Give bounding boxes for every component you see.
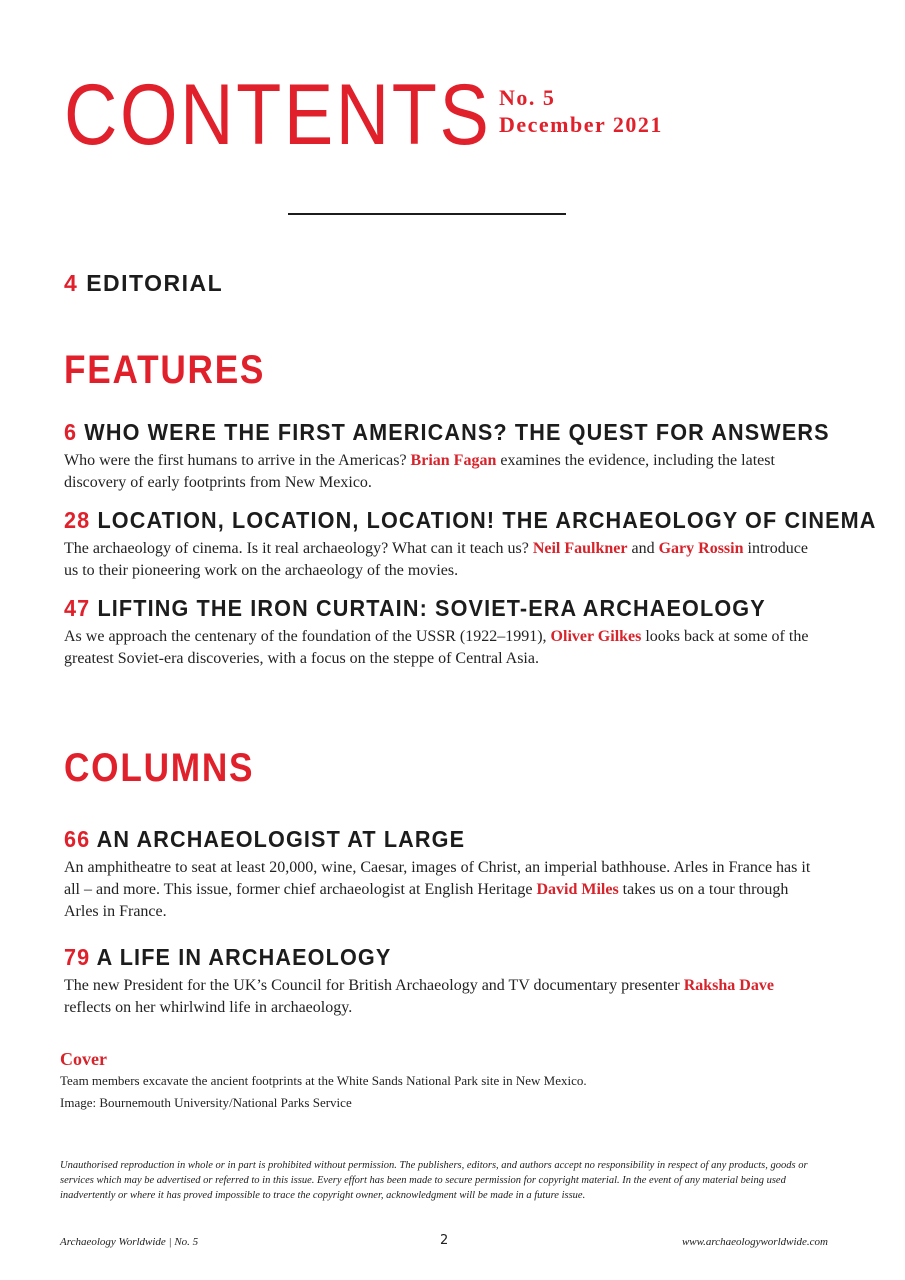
entry-title: LOCATION, LOCATION, LOCATION! THE ARCHAEOLOGY OF CINEMA [97, 507, 877, 533]
author-name: Oliver Gilkes [550, 628, 642, 645]
desc-text: and [627, 540, 659, 557]
feature-entry[interactable] [64, 418, 830, 494]
feature-entry[interactable] [64, 594, 824, 670]
entry-heading [64, 943, 778, 971]
desc-text: examines the evidence, including the latest discovery of early footprints from New Mexico. [64, 452, 775, 491]
column-entry[interactable] [64, 825, 824, 923]
issue-date: December 2021 [499, 112, 663, 137]
desc-text: An amphitheatre to seat at least 20,000, wine, Caesar, images of Christ, an imperial bathhouse. Arles in France has it all – and more. This issue, former chief archaeologist at English Heritage [64, 859, 811, 898]
desc-text: The archaeology of cinema. Is it real archaeology? What can it teach us? [64, 540, 533, 557]
section-heading-features: FEATURES [64, 348, 266, 392]
entry-title: WHO WERE THE FIRST AMERICANS? THE QUEST FOR ANSWERS [84, 419, 830, 445]
copyright-disclaimer: Unauthorised reproduction in whole or in part is prohibited without permission. The publishers, editors, and authors accept no responsibility in respect of any products, goods or services which may be advertised or referred to in this issue. Every effort has been made to secure permission for copyright material. In the event of any material being used inadvertently or where it has proved impossible to trace the copyright owner, acknowledgment will be made in a future issue. [60, 1160, 808, 1201]
entry-heading [64, 506, 877, 534]
feature-entry[interactable] [64, 506, 877, 582]
page-number: 79 [64, 944, 91, 970]
entry-heading [64, 594, 778, 622]
page-number: 4 [64, 270, 79, 296]
entry-title: A LIFE IN ARCHAEOLOGY [96, 944, 392, 970]
section-heading-columns: COLUMNS [64, 746, 255, 790]
footer-website[interactable]: www.archaeologyworldwide.com [681, 1236, 828, 1248]
desc-text: As we approach the centenary of the foundation of the USSR (1922–1991), [64, 628, 551, 645]
desc-text: looks back at some of the greatest Soviet-era discoveries, with a focus on the steppe of Central Asia. [64, 628, 809, 667]
entry-title: LIFTING THE IRON CURTAIN: SOVIET-ERA ARCHAEOLOGY [97, 595, 766, 621]
issue-number: No. 5 [499, 85, 556, 110]
desc-text: reflects on her whirlwind life in archaeology. [64, 999, 353, 1016]
entry-description [64, 538, 824, 582]
entry-description [64, 450, 824, 494]
entry-title: EDITORIAL [86, 270, 224, 296]
footer-page-number: 2 [440, 1233, 449, 1248]
entry-description [64, 857, 824, 923]
cover-title: Cover [60, 1049, 107, 1069]
author-name: Gary Rossin [658, 540, 744, 557]
page-number: 28 [64, 507, 91, 533]
entry-description [64, 975, 824, 1019]
page-number: 66 [64, 826, 91, 852]
page-number: 47 [64, 595, 91, 621]
footer-publication: Archaeology Worldwide | No. 5 [60, 1236, 199, 1248]
cover-caption: Team members excavate the ancient footprints at the White Sands National Park site in New Mexico. [60, 1073, 587, 1088]
author-name: Raksha Dave [683, 977, 774, 994]
entry-description [64, 626, 824, 670]
column-entry[interactable] [64, 943, 824, 1019]
cover-info [60, 1048, 840, 1114]
title-divider [288, 213, 566, 215]
desc-text: Who were the first humans to arrive in the Americas? [64, 452, 411, 469]
cover-credit: Image: Bournemouth University/National Parks Service [60, 1095, 352, 1110]
entry-heading [64, 825, 778, 853]
author-name: David Miles [536, 881, 619, 898]
issue-info [499, 84, 663, 138]
author-name: Brian Fagan [410, 452, 497, 469]
page-number: 6 [64, 419, 78, 445]
author-name: Neil Faulkner [532, 540, 628, 557]
page-title: CONTENTS [64, 67, 492, 163]
desc-text: The new President for the UK’s Council for British Archaeology and TV documentary presenter [64, 977, 684, 994]
entry-title: AN ARCHAEOLOGIST AT LARGE [96, 826, 466, 852]
desc-text: introduce us to their pioneering work on the archaeology of the movies. [64, 540, 808, 579]
editorial-entry[interactable] [64, 270, 223, 297]
entry-heading [64, 418, 830, 446]
desc-text: takes us on a tour through Arles in France. [64, 881, 789, 920]
